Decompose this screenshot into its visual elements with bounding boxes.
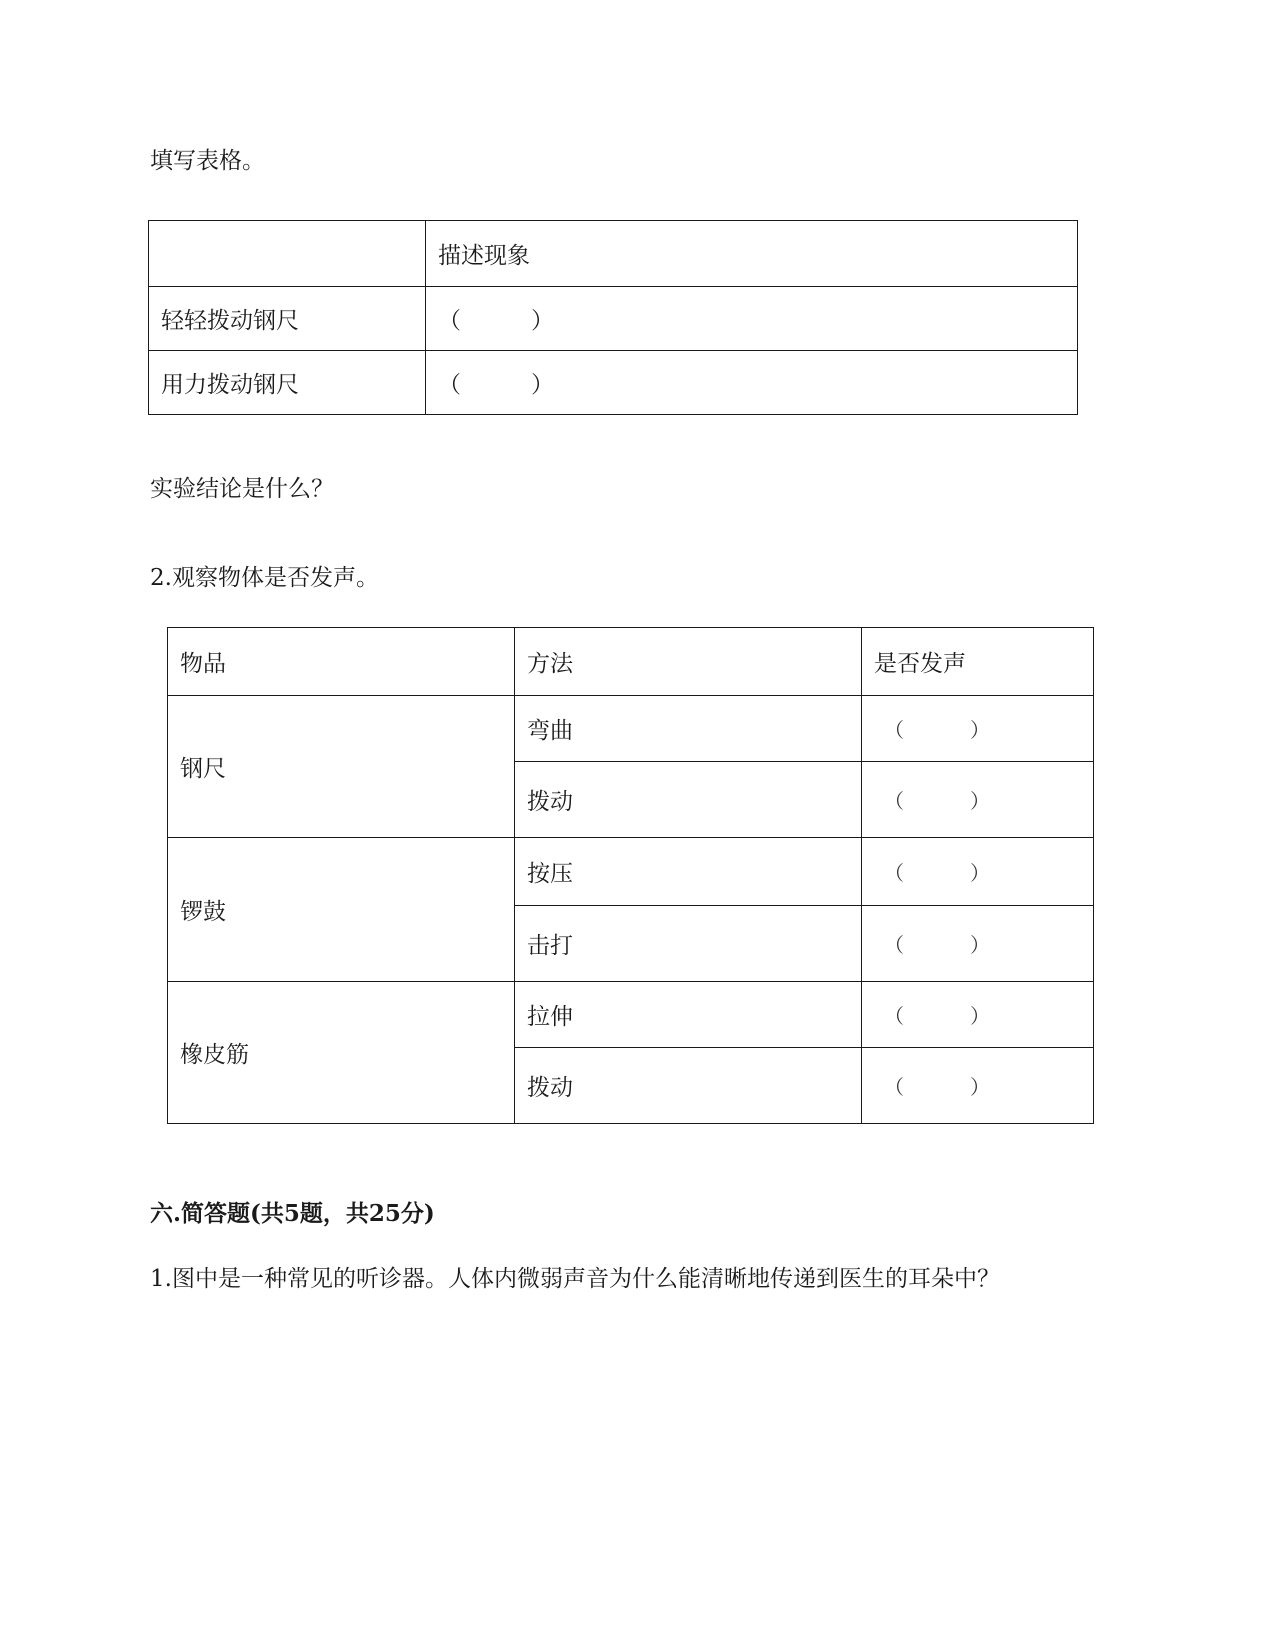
question-1: 1.图中是一种常见的听诊器。人体内微弱声音为什么能清晰地传递到医生的耳朵中？ — [150, 1266, 1000, 1292]
item-cell: 橡皮筋 — [168, 982, 515, 1124]
section-heading: 六.简答题(共5题，共25分) — [150, 1200, 435, 1227]
answer-blank: （ ） — [426, 287, 1078, 351]
answer-blank: （ ） — [862, 696, 1094, 762]
answer-blank: （ ） — [862, 982, 1094, 1048]
table-row — [149, 287, 1078, 351]
table-row — [168, 982, 1094, 1048]
item-cell: 钢尺 — [168, 696, 515, 838]
method-cell: 拉伸 — [515, 982, 862, 1048]
answer-blank: （ ） — [862, 838, 1094, 906]
table-header-row — [149, 221, 1078, 287]
table-header-description: 描述现象 — [426, 221, 1078, 287]
method-cell: 弯曲 — [515, 696, 862, 762]
table1-intro: 填写表格。 — [150, 148, 265, 174]
answer-blank: （ ） — [862, 762, 1094, 838]
conclusion-question: 实验结论是什么？ — [150, 476, 334, 502]
method-cell: 拨动 — [515, 1048, 862, 1124]
method-cell: 击打 — [515, 906, 862, 982]
answer-blank: （ ） — [426, 351, 1078, 415]
item-cell: 锣鼓 — [168, 838, 515, 982]
header-item: 物品 — [168, 628, 515, 696]
table-header-empty — [149, 221, 426, 287]
table-row — [168, 696, 1094, 762]
phenomenon-table — [148, 220, 1078, 415]
sound-table — [167, 627, 1094, 1124]
table-row — [149, 351, 1078, 415]
header-method: 方法 — [515, 628, 862, 696]
method-cell: 按压 — [515, 838, 862, 906]
question2-intro: 2.观察物体是否发声。 — [150, 565, 379, 591]
table-row — [168, 838, 1094, 906]
answer-blank: （ ） — [862, 1048, 1094, 1124]
method-cell: 拨动 — [515, 762, 862, 838]
table-header-row — [168, 628, 1094, 696]
header-sound: 是否发声 — [862, 628, 1094, 696]
answer-blank: （ ） — [862, 906, 1094, 982]
row-label: 轻轻拨动钢尺 — [149, 287, 426, 351]
row-label: 用力拨动钢尺 — [149, 351, 426, 415]
